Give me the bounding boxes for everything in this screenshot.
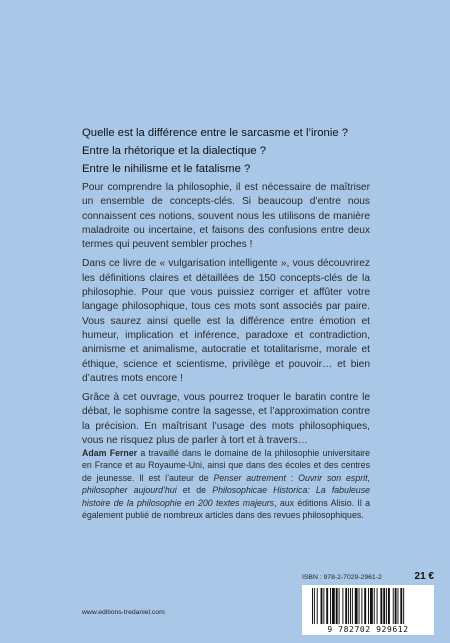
- barcode-bar: [361, 588, 362, 624]
- price: 21 €: [414, 571, 434, 582]
- barcode-bar: [388, 588, 390, 624]
- barcode-bar: [368, 588, 369, 624]
- barcode-bars: [312, 588, 428, 624]
- barcode-bar: [348, 588, 349, 624]
- barcode-block: [302, 571, 434, 635]
- barcode-bar: [330, 588, 331, 624]
- barcode-bar: [395, 588, 397, 624]
- barcode-bar: [312, 588, 313, 624]
- bio-text: et de: [176, 485, 213, 496]
- barcode-bar: [321, 588, 323, 624]
- barcode-bar: [355, 588, 358, 624]
- question-line: Entre le nihilisme et le fatalisme ?: [82, 163, 251, 175]
- author-bio: [82, 447, 370, 521]
- isbn-number: ISBN : 978-2-7029-2961-2: [302, 574, 382, 581]
- bio-text: :: [285, 472, 299, 483]
- barcode-bar: [350, 588, 351, 624]
- barcode: [302, 585, 434, 635]
- description-text: [82, 181, 370, 453]
- question-line: Entre la rhétorique et la dialectique ?: [82, 145, 267, 157]
- barcode-bar: [403, 588, 404, 624]
- barcode-bar: [339, 588, 340, 624]
- bio-text: , aux éditions Alisio. Il a également publié de nombreux articles dans des revues philosophiques.: [82, 497, 370, 521]
- book-title: Penser autrement: [213, 472, 286, 483]
- barcode-bar: [317, 588, 318, 624]
- barcode-bar: [398, 588, 399, 624]
- barcode-bar: [383, 588, 385, 624]
- barcode-bar: [314, 588, 315, 624]
- barcode-bar: [359, 588, 360, 624]
- book-title: Ouvrir son esprit, philosopher aujourd’hui: [82, 472, 370, 496]
- isbn-line: [302, 571, 434, 582]
- barcode-bar: [326, 588, 328, 624]
- barcode-bar: [345, 588, 347, 624]
- barcode-bar: [377, 588, 378, 624]
- paragraph: Pour comprendre la philosophie, il est nécessaire de maîtriser un ensemble de concepts-clés. Si beaucoup d’entre nous connaissent ces notions, souvent nous les utilisons de manière maladroite ou incertaine, et faisons des confusions entre deux termes qui peuvent sembler proches !: [82, 182, 370, 251]
- question-line: Quelle est la différence entre le sarcasme et l’ironie ?: [82, 127, 349, 139]
- book-title: Philosophicae Historica: La fabuleuse histoire de la philosophie en 200 textes majeurs: [82, 485, 370, 508]
- bio-text: a travaillé dans le domaine de la philosophie universitaire en France et au Royaume-Uni, ainsi que dans des écoles et des centres de jeunesse. Il est l’auteur de: [82, 448, 370, 483]
- barcode-bar: [374, 588, 375, 624]
- barcode-bar: [352, 588, 353, 624]
- barcode-bar: [393, 588, 394, 624]
- barcode-bar: [370, 588, 373, 624]
- barcode-bar: [380, 588, 382, 624]
- questions-block: [82, 124, 402, 178]
- barcode-digits: 9 782702 929612: [302, 625, 434, 634]
- barcode-bar: [400, 588, 402, 624]
- paragraph: Grâce à cet ouvrage, vous pourrez troquer le baratin contre le débat, le sophisme contre la sagesse, et l’approximation contre la précision. En maîtrisant l’usage des mots philosophiques, vous ne risquez plus de parler à tort et à travers…: [82, 392, 370, 447]
- barcode-bar: [336, 588, 338, 624]
- paragraph: Dans ce livre de « vulgarisation intelligente », vous découvrirez les définitions claires et détaillées de 150 concepts-clés de la philosophie. Pour que vous puissiez corriger et affûter votre langage philosophique, tous ces mots sont associés par paire. Vous saurez ainsi quelle est la différence entre émotion et humeur, implication et inférence, paradoxe et contradiction, animisme et animalisme, autocratie et totalitarisme, morale et éthique, science et scientisme, privilège et pouvoir… et bien d’autres mots encore !: [82, 258, 370, 384]
- barcode-bar: [332, 588, 335, 624]
- author-name: Adam Ferner: [82, 448, 138, 458]
- publisher-website: www.editions-tredaniel.com: [82, 609, 165, 616]
- barcode-bar: [386, 588, 387, 624]
- barcode-bar: [364, 588, 366, 624]
- barcode-bar: [342, 588, 343, 624]
- barcode-bar: [323, 588, 324, 624]
